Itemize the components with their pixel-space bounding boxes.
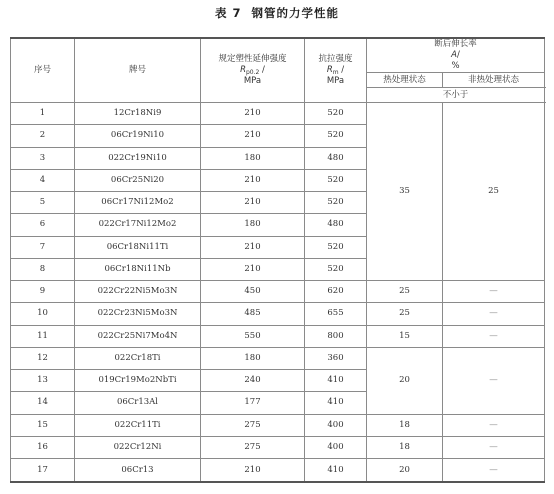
grade-cell: 06Cr17Ni12Mo2	[75, 192, 201, 214]
tensile-cell: 400	[305, 414, 367, 436]
header-tensile-strength	[305, 38, 367, 103]
table-row	[11, 414, 545, 436]
grade-cell: 12Cr18Ni9	[75, 103, 201, 125]
header-yield-strength	[201, 38, 305, 103]
seq-cell: 3	[11, 147, 75, 169]
seq-cell: 12	[11, 347, 75, 369]
yield-symbol: R	[240, 64, 246, 75]
header-not-less-than: 不小于	[367, 88, 545, 103]
table-title: 钢管的力学性能	[251, 6, 339, 20]
yield-cell: 177	[201, 392, 305, 414]
table-row	[11, 281, 545, 303]
table-row	[11, 303, 545, 325]
seq-cell: 7	[11, 236, 75, 258]
tensile-cell: 520	[305, 258, 367, 280]
yield-separator: /	[262, 64, 265, 75]
elongation-non-heat-cell: —	[443, 347, 545, 414]
grade-cell: 022Cr25Ni7Mo4N	[75, 325, 201, 347]
yield-cell: 275	[201, 436, 305, 458]
tensile-symbol: R	[326, 64, 333, 75]
header-non-heat-treated: 非热处理状态	[443, 73, 545, 88]
grade-cell: 022Cr12Ni	[75, 436, 201, 458]
elongation-non-heat-cell: —	[443, 414, 545, 436]
seq-cell: 10	[11, 303, 75, 325]
tensile-cell: 410	[305, 459, 367, 482]
yield-cell: 180	[201, 347, 305, 369]
grade-cell: 06Cr18Ni11Nb	[75, 258, 201, 280]
grade-cell: 06Cr19Ni10	[75, 125, 201, 147]
elongation-heat-cell: 15	[367, 325, 443, 347]
grade-cell: 06Cr13Al	[75, 392, 201, 414]
grade-cell: 06Cr25Ni20	[75, 169, 201, 191]
tensile-cell: 520	[305, 169, 367, 191]
yield-cell: 210	[201, 103, 305, 125]
tensile-cell: 520	[305, 103, 367, 125]
seq-cell: 11	[11, 325, 75, 347]
table-row	[11, 103, 545, 125]
tensile-cell: 480	[305, 147, 367, 169]
table-row	[11, 325, 545, 347]
yield-cell: 450	[201, 281, 305, 303]
tensile-separator: /	[341, 64, 345, 75]
grade-cell: 022Cr19Ni10	[75, 147, 201, 169]
mechanical-properties-table	[10, 37, 545, 483]
yield-cell: 275	[201, 414, 305, 436]
seq-cell: 1	[11, 103, 75, 125]
seq-cell: 13	[11, 370, 75, 392]
tensile-cell: 655	[305, 303, 367, 325]
yield-subscript: p0.2	[245, 68, 260, 76]
header-heat-treated: 热处理状态	[367, 73, 443, 88]
seq-cell: 17	[11, 459, 75, 482]
header-grade: 牌号	[75, 38, 201, 103]
yield-cell: 485	[201, 303, 305, 325]
seq-cell: 6	[11, 214, 75, 236]
tensile-cell: 410	[305, 370, 367, 392]
elongation-heat-cell: 20	[367, 347, 443, 414]
yield-cell: 210	[201, 125, 305, 147]
yield-cell: 180	[201, 147, 305, 169]
seq-cell: 9	[11, 281, 75, 303]
elongation-unit: %	[451, 61, 460, 72]
tensile-unit: MPa	[326, 76, 345, 87]
elongation-separator: /	[456, 50, 460, 61]
elongation-heat-cell: 18	[367, 414, 443, 436]
grade-cell: 06Cr18Ni11Ti	[75, 236, 201, 258]
tensile-label: 抗拉强度	[318, 53, 353, 64]
yield-cell: 210	[201, 258, 305, 280]
tensile-cell: 410	[305, 392, 367, 414]
yield-cell: 550	[201, 325, 305, 347]
yield-cell: 180	[201, 214, 305, 236]
grade-cell: 022Cr11Ti	[75, 414, 201, 436]
tensile-cell: 520	[305, 125, 367, 147]
grade-cell: 022Cr18Ti	[75, 347, 201, 369]
seq-cell: 14	[11, 392, 75, 414]
yield-cell: 210	[201, 192, 305, 214]
elongation-label: 断后伸长率	[434, 39, 477, 49]
yield-unit: MPa	[243, 76, 262, 87]
yield-cell: 240	[201, 370, 305, 392]
elongation-heat-cell: 35	[367, 103, 443, 281]
tensile-cell: 800	[305, 325, 367, 347]
seq-cell: 4	[11, 169, 75, 191]
seq-cell: 5	[11, 192, 75, 214]
elongation-heat-cell: 25	[367, 303, 443, 325]
elongation-non-heat-cell: —	[443, 303, 545, 325]
tensile-cell: 520	[305, 192, 367, 214]
tensile-cell: 520	[305, 236, 367, 258]
seq-cell: 15	[11, 414, 75, 436]
tensile-cell: 400	[305, 436, 367, 458]
table-caption	[0, 0, 554, 28]
tensile-cell: 620	[305, 281, 367, 303]
yield-cell: 210	[201, 236, 305, 258]
elongation-heat-cell: 20	[367, 459, 443, 482]
tensile-cell: 480	[305, 214, 367, 236]
table-row	[11, 459, 545, 482]
seq-cell: 16	[11, 436, 75, 458]
tensile-cell: 360	[305, 347, 367, 369]
elongation-non-heat-cell: —	[443, 325, 545, 347]
seq-cell: 2	[11, 125, 75, 147]
tensile-subscript: m	[332, 68, 339, 76]
yield-label: 规定塑性延伸强度	[218, 53, 287, 64]
yield-cell: 210	[201, 169, 305, 191]
elongation-heat-cell: 18	[367, 436, 443, 458]
grade-cell: 022Cr23Ni5Mo3N	[75, 303, 201, 325]
grade-cell: 019Cr19Mo2NbTi	[75, 370, 201, 392]
header-seq: 序号	[11, 38, 75, 103]
table-row	[11, 347, 545, 369]
grade-cell: 022Cr17Ni12Mo2	[75, 214, 201, 236]
table-number: 表 7	[214, 6, 242, 20]
elongation-non-heat-cell: —	[443, 459, 545, 482]
elongation-non-heat-cell: —	[443, 281, 545, 303]
grade-cell: 06Cr13	[75, 459, 201, 482]
yield-cell: 210	[201, 459, 305, 482]
elongation-heat-cell: 25	[367, 281, 443, 303]
table-row	[11, 436, 545, 458]
grade-cell: 022Cr22Ni5Mo3N	[75, 281, 201, 303]
seq-cell: 8	[11, 258, 75, 280]
elongation-symbol: A	[451, 50, 457, 61]
header-elongation	[367, 38, 545, 73]
elongation-non-heat-cell: —	[443, 436, 545, 458]
elongation-non-heat-cell: 25	[443, 103, 545, 281]
